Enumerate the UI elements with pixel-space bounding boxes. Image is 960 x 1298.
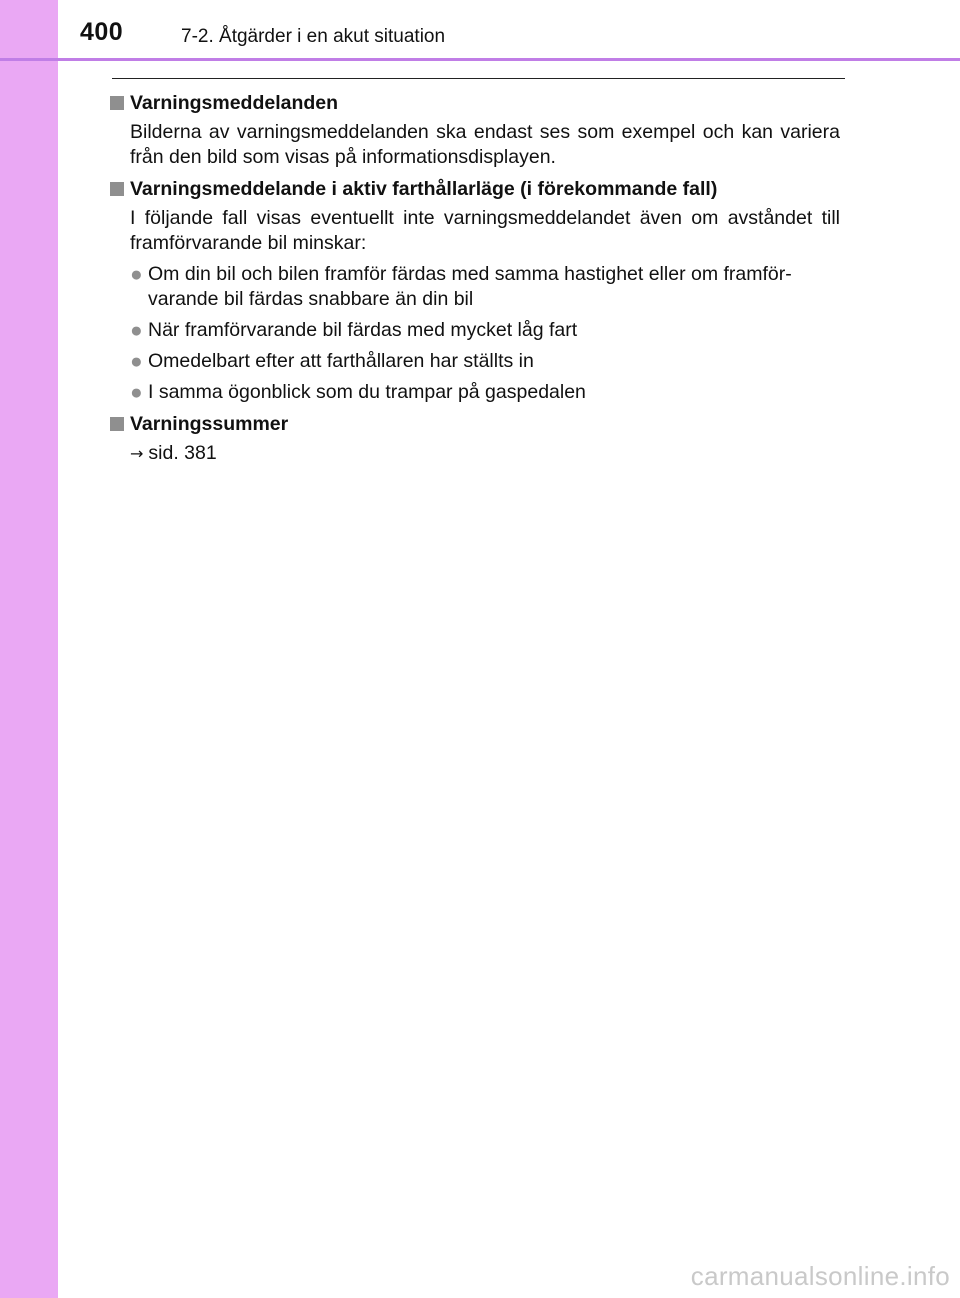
content-top-rule — [112, 78, 845, 79]
arrow-right-icon: → — [130, 444, 144, 463]
square-bullet-icon — [110, 96, 124, 110]
circle-bullet-icon: ● — [130, 319, 143, 342]
heading-text: Varningssummer — [130, 413, 289, 435]
list-item — [110, 318, 845, 343]
side-tab-band — [0, 0, 58, 1298]
list-item-text: Om din bil och bilen framför färdas med samma hastighet eller om framför-varande bil färdas snabbare än din bil — [148, 263, 792, 310]
paragraph: I följande fall visas eventuellt inte varningsmeddelandet även om avståndet till framförvarande bil minskar: — [130, 207, 840, 254]
circle-bullet-icon: ● — [130, 350, 143, 373]
watermark: carmanualsonline.info — [690, 1261, 950, 1291]
list-item — [110, 349, 845, 374]
header-divider — [0, 58, 960, 61]
circle-bullet-icon: ● — [130, 263, 143, 286]
square-bullet-icon — [110, 182, 124, 196]
list-item — [110, 262, 845, 312]
heading-text: Varningsmeddelande i aktiv farthållarläge (i förekommande fall) — [130, 178, 718, 200]
heading-varningsmeddelande-farthallare — [110, 176, 845, 203]
circle-bullet-icon: ● — [130, 381, 143, 404]
list-item — [110, 380, 845, 405]
list-item-text: Omedelbart efter att farthållaren har ställts in — [148, 350, 534, 372]
page-number: 400 — [80, 18, 124, 46]
list-item-text: När framförvarande bil färdas med mycket låg fart — [148, 319, 578, 341]
heading-text: Varningsmeddelanden — [130, 92, 339, 114]
heading-varningssummer — [110, 411, 845, 438]
page-content — [110, 86, 845, 466]
square-bullet-icon — [110, 417, 124, 431]
paragraph: Bilderna av varningsmeddelanden ska endast ses som exempel och kan variera från den bild som visas på informationsdisplayen. — [130, 121, 840, 168]
list-item-text: I samma ögonblick som du trampar på gaspedalen — [148, 381, 586, 403]
section-title: 7-2. Åtgärder i en akut situation — [181, 26, 446, 47]
page-header — [0, 0, 960, 58]
page-reference-text: sid. 381 — [148, 442, 217, 464]
heading-varningsmeddelanden — [110, 90, 845, 117]
page-reference-link[interactable] — [110, 441, 845, 466]
